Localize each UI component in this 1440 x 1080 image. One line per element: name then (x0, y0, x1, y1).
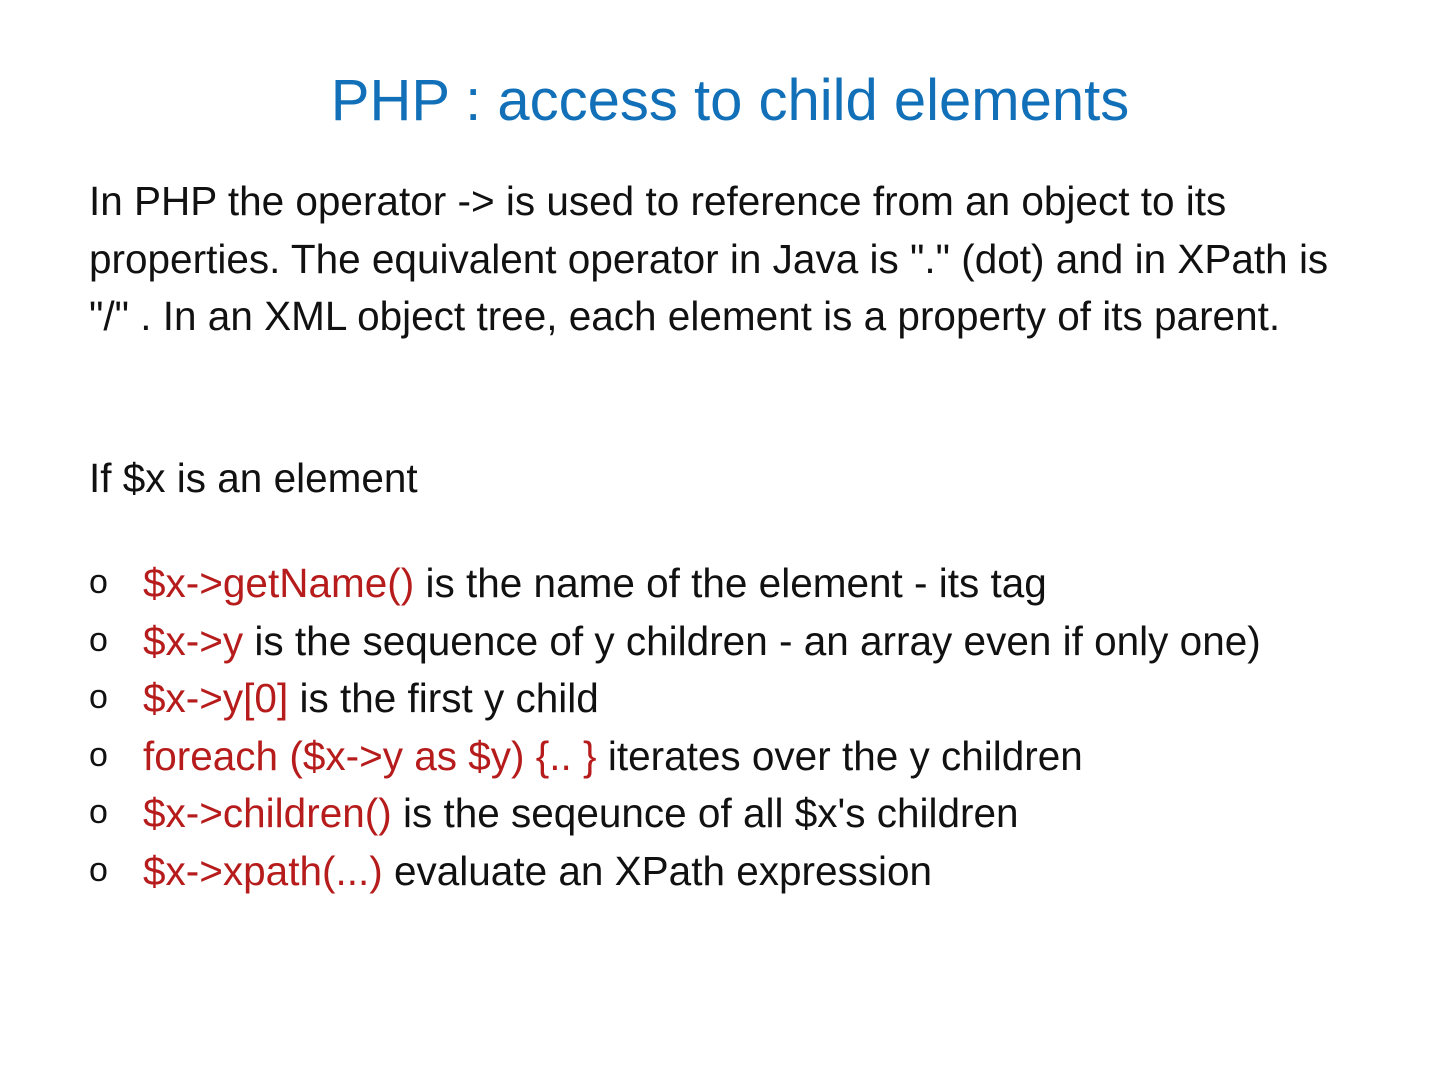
bullet-marker: o (89, 793, 108, 831)
bullet-marker: o (89, 620, 108, 659)
list-item (89, 728, 1379, 786)
list-item (89, 843, 1379, 901)
bullet-description: is the name of the element - its tag (414, 560, 1047, 606)
code-snippet: $x->y[0] (143, 675, 289, 721)
bullet-list (89, 555, 1379, 900)
list-item (89, 785, 1379, 843)
bullet-description: iterates over the y children (596, 732, 1083, 779)
code-snippet: foreach ($x->y as $y) {.. } (143, 732, 597, 779)
bullet-marker: o (89, 563, 108, 601)
code-snippet: $x->children() (143, 790, 392, 836)
bullet-marker: o (89, 850, 108, 889)
code-snippet: $x->getName() (143, 560, 415, 606)
code-snippet: $x->xpath(...) (143, 847, 383, 894)
bullet-marker: o (89, 735, 108, 774)
list-item (89, 670, 1379, 728)
list-item (89, 613, 1379, 671)
slide-title: PHP : access to child elements (330, 68, 1130, 133)
intro-paragraph: In PHP the operator -> is used to reference from an object to its properties. The equivalent operator in Java is "." (dot) and in XPath is "/" . In an XML object tree, each element is a property of its parent. (89, 178, 1329, 339)
bullet-marker: o (89, 678, 108, 716)
bullet-description: is the sequence of y children - an array even if only one) (243, 617, 1261, 664)
lead-line: If $x is an element (89, 455, 418, 501)
code-snippet: $x->y (143, 617, 244, 664)
bullet-description: is the seqeunce of all $x's children (391, 790, 1019, 836)
bullet-description: is the first y child (288, 675, 599, 721)
list-item (89, 555, 1379, 613)
bullet-description: evaluate an XPath expression (382, 847, 933, 894)
